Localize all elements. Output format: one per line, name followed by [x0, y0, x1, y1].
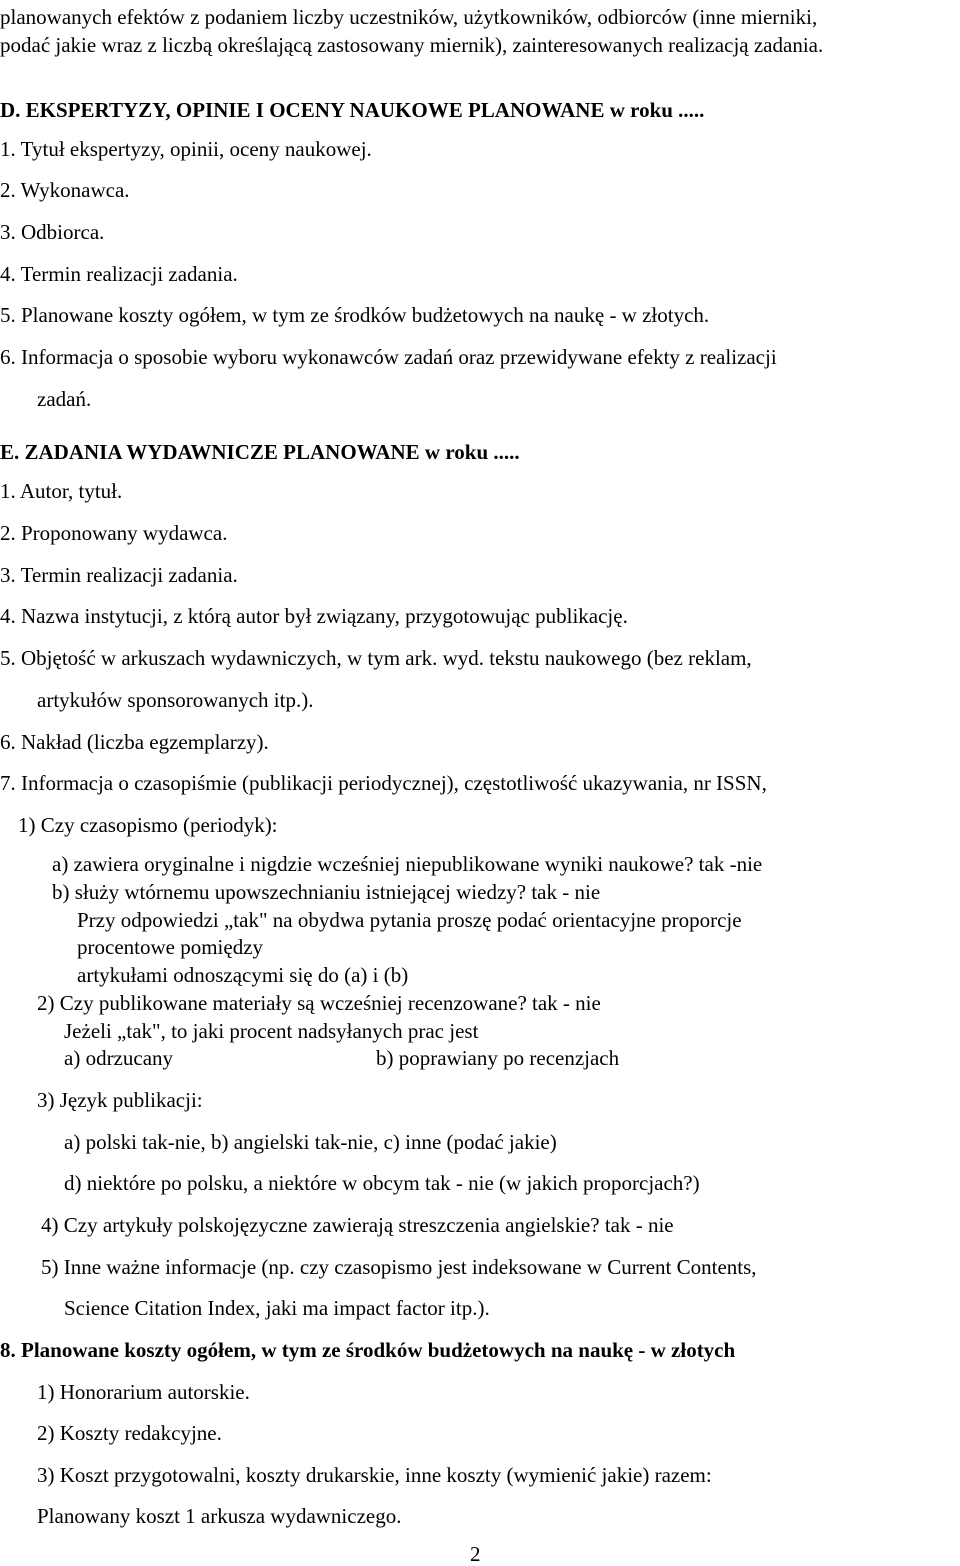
- section-8-item-1: 1) Honorarium autorskie.: [37, 1380, 250, 1404]
- intro-line-2: podać jakie wraz z liczbą określającą zastosowany miernik), zainteresowanych realizacją zadania.: [0, 33, 824, 57]
- section-d-item-5: 5. Planowane koszty ogółem, w tym ze środków budżetowych na naukę - w złotych.: [0, 303, 710, 327]
- intro-line-1: planowanych efektów z podaniem liczby uczestników, użytkowników, odbiorców (inne mierniki,: [0, 5, 818, 29]
- q2-option-a: a) odrzucany: [64, 1046, 174, 1070]
- q1-title: 1) Czy czasopismo (periodyk):: [18, 813, 278, 837]
- section-e-item-5-cont: artykułów sponsorowanych itp.).: [37, 688, 314, 712]
- section-d-heading: D. EKSPERTYZY, OPINIE I OCENY NAUKOWE PLANOWANE w roku .....: [0, 98, 705, 122]
- section-e-item-2: 2. Proponowany wydawca.: [0, 521, 228, 545]
- q1-note-line-3: artykułami odnoszącymi się do (a) i (b): [77, 963, 409, 987]
- q4-text: 4) Czy artykuły polskojęzyczne zawierają streszczenia angielskie? tak - nie: [41, 1213, 674, 1237]
- q1-option-a: a) zawiera oryginalne i nigdzie wcześniej niepublikowane wyniki naukowe? tak -nie: [52, 852, 763, 876]
- section-d-item-6-cont: zadań.: [37, 387, 92, 411]
- section-8-heading: 8. Planowane koszty ogółem, w tym ze środków budżetowych na naukę - w złotych: [0, 1338, 736, 1362]
- q1-note-line-1: Przy odpowiedzi „tak" na obydwa pytania proszę podać orientacyjne proporcje: [77, 908, 742, 932]
- section-8-footer-line: Planowany koszt 1 arkusza wydawniczego.: [37, 1504, 402, 1528]
- q1-note-line-2: procentowe pomiędzy: [77, 935, 264, 959]
- section-e-item-1: 1. Autor, tytuł.: [0, 479, 123, 503]
- section-d-item-6: 6. Informacja o sposobie wyboru wykonawców zadań oraz przewidywane efekty z realizacji: [0, 345, 777, 369]
- q2-note: Jeżeli „tak", to jaki procent nadsyłanych prac jest: [64, 1019, 479, 1043]
- section-e-item-4: 4. Nazwa instytucji, z którą autor był związany, przygotowując publikację.: [0, 604, 628, 628]
- q5-line-1: 5) Inne ważne informacje (np. czy czasopismo jest indeksowane w Current Contents,: [41, 1255, 757, 1279]
- q5-line-2: Science Citation Index, jaki ma impact factor itp.).: [64, 1296, 490, 1320]
- q3-option-d: d) niektóre po polsku, a niektóre w obcym tak - nie (w jakich proporcjach?): [64, 1171, 700, 1195]
- section-e-item-7: 7. Informacja o czasopiśmie (publikacji periodycznej), częstotliwość ukazywania, nr ISSN,: [0, 771, 767, 795]
- section-e-heading: E. ZADANIA WYDAWNICZE PLANOWANE w roku .....: [0, 440, 520, 464]
- page-number: 2: [470, 1542, 481, 1566]
- q3-title: 3) Język publikacji:: [37, 1088, 203, 1112]
- q2-title: 2) Czy publikowane materiały są wcześniej recenzowane? tak - nie: [37, 991, 601, 1015]
- section-8-item-2: 2) Koszty redakcyjne.: [37, 1421, 222, 1445]
- section-d-item-4: 4. Termin realizacji zadania.: [0, 262, 238, 286]
- section-e-item-5: 5. Objętość w arkuszach wydawniczych, w tym ark. wyd. tekstu naukowego (bez reklam,: [0, 646, 752, 670]
- section-d-item-2: 2. Wykonawca.: [0, 178, 130, 202]
- section-d-item-3: 3. Odbiorca.: [0, 220, 105, 244]
- q1-option-b: b) służy wtórnemu upowszechnianiu istniejącej wiedzy? tak - nie: [52, 880, 601, 904]
- q3-option-a: a) polski tak-nie, b) angielski tak-nie, c) inne (podać jakie): [64, 1130, 557, 1154]
- section-e-item-6: 6. Nakład (liczba egzemplarzy).: [0, 730, 269, 754]
- section-8-item-3: 3) Koszt przygotowalni, koszty drukarskie, inne koszty (wymienić jakie) razem:: [37, 1463, 712, 1487]
- section-e-item-3: 3. Termin realizacji zadania.: [0, 563, 238, 587]
- section-d-item-1: 1. Tytuł ekspertyzy, opinii, oceny naukowej.: [0, 137, 372, 161]
- q2-option-b: b) poprawiany po recenzjach: [376, 1046, 620, 1070]
